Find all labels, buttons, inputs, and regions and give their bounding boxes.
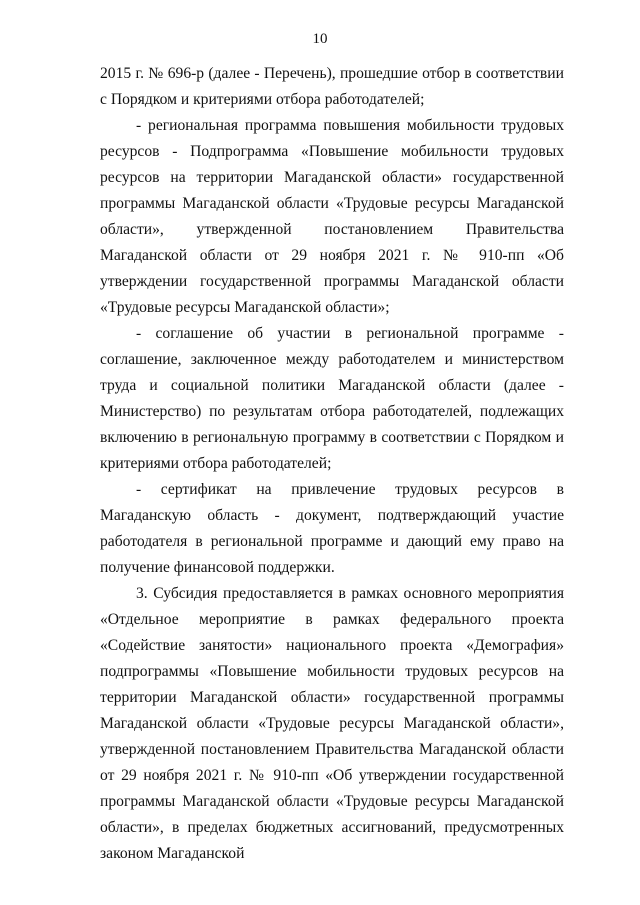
paragraph-subsidy-clause-3: 3. Субсидия предоставляется в рамках основного мероприятия «Отдельное мероприятие в рамках федерального проекта «Содействие занятости» национального проекта «Демография» подпрограммы «Повышение мобильности трудовых ресурсов на территории Магаданской области» государственной программы Магаданской области «Трудовые ресурсы Магаданской области», утвержденной постановлением Правительства Магаданской области от 29 ноября 2021 г. № 910-пп «Об утверждении государственной программы Магаданской области «Трудовые ресурсы Магаданской области», в пределах бюджетных ассигнований, предусмотренных законом Магаданской <box>100 585 564 862</box>
paragraph-agreement-definition: - соглашение об участии в региональной программе - соглашение, заключенное между работодателем и министерством труда и социальной политики Магаданской области (далее - Министерство) по результатам отбора работодателей, подлежащих включению в региональную программу в соответствии с Порядком и критериями отбора работодателей; <box>100 325 564 472</box>
paragraph-certificate-definition: - сертификат на привлечение трудовых ресурсов в Магаданскую область - документ, подтверждающий участие работодателя в региональной программе и дающий ему право на получение финансовой поддержки. <box>100 481 564 576</box>
paragraph-regional-program-definition: - региональная программа повышения мобильности трудовых ресурсов - Подпрограмма «Повышение мобильности трудовых ресурсов на территории Магаданской области» государственной программы Магаданской области «Трудовые ресурсы Магаданской области», утвержденной постановлением Правительства Магаданской области от 29 ноября 2021 г. № 910-пп «Об утверждении государственной программы Магаданской области «Трудовые ресурсы Магаданской области»; <box>100 117 564 316</box>
page-number: 10 <box>312 31 328 47</box>
document-body <box>100 61 564 867</box>
paragraph-continuation: 2015 г. № 696-р (далее - Перечень), прошедшие отбор в соответствии с Порядком и критериями отбора работодателей; <box>100 65 564 108</box>
